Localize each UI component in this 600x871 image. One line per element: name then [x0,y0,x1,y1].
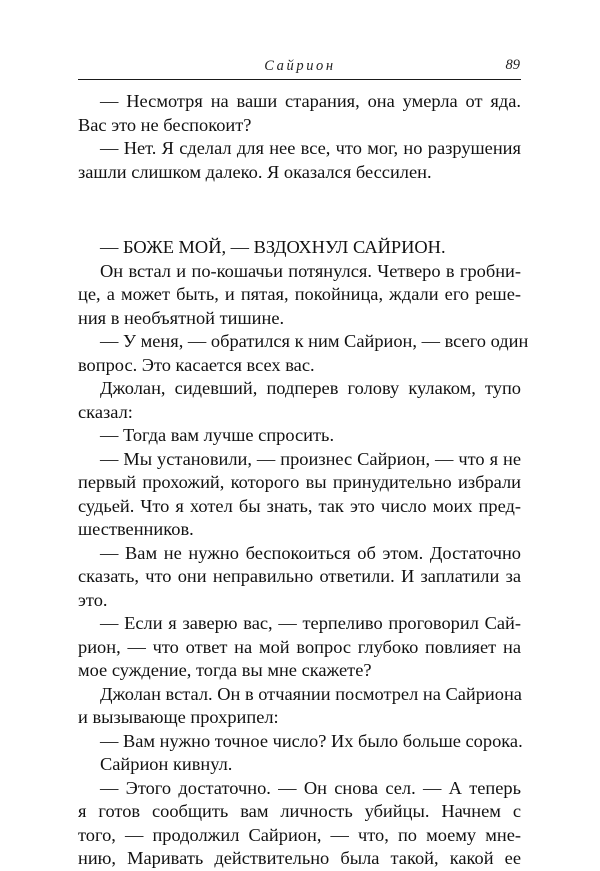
text-line: Джолан, сидевший, подперев голову кулаком, тупо [100,378,521,398]
text-line: — Вам нужно точное число? Их было больше сорока. [100,730,523,751]
text-line: сказал: [78,401,133,422]
text-line: и вызывающе прохрипел: [78,707,279,727]
text-line: — Этого достаточно. — Он снова сел. — А теперь [100,777,521,798]
text-line: — Нет. Я сделал для нее все, что мог, но разрушения [100,138,521,158]
text-line: це, а может быть, и пятая, покойница, ждали его реше- [78,284,521,304]
text-line: вопрос. Это касается всех вас. [78,354,315,375]
text-line: первый прохожий, которого вы принудительно избрали [78,472,521,492]
text-line: я готов сообщить вам личность убийцы. Начнем с [78,801,521,821]
section-1 [78,90,521,184]
text-line: — Если я заверю вас, — терпеливо проговорил Сай- [100,613,521,633]
text-line: мое суждение, тогда вы мне скажете? [78,660,372,680]
section-2 [78,236,529,871]
text-line: ния в необъятной тишине. [78,307,285,328]
text-line: Вас это не беспокоит? [78,114,252,135]
text-line: — У меня, — обратился к ним Сайрион, — всего один [100,331,529,351]
text-line: Джолан встал. Он в отчаянии посмотрел на Сайриона [100,683,522,704]
header-rule [78,79,521,80]
text-line: нию, Маривать действительно была такой, какой ее [78,848,521,868]
text-line: — Вам не нужно беспокоиться об этом. Достаточно [100,542,521,563]
running-title: Сайрион [264,58,336,74]
text-line: это. [78,589,108,610]
text-line: — Тогда вам лучше спросить. [100,425,335,445]
text-line: — Несмотря на ваши старания, она умерла от яда. [100,91,521,111]
section-heading-line: — БОЖЕ МОЙ, — ВЗДОХНУЛ САЙРИОН. [100,237,446,257]
text-line: Сайрион кивнул. [100,754,233,774]
page-number: 89 [505,57,520,73]
text-line: того, — продолжил Сайрион, — что, по моему мне- [78,824,521,845]
text-line: судьей. Что я хотел бы знать, так это число моих пред- [78,495,521,516]
text-line: рион, — что ответ на мой вопрос глубоко повлияет на [78,636,521,657]
text-line: шественников. [78,519,194,539]
text-line: зашли слишком далеко. Я оказался бессилен. [78,161,432,182]
text-line: Он встал и по-кошачьи потянулся. Четверо в гробни- [100,260,521,281]
text-line: — Мы установили, — произнес Сайрион, — что я не [100,448,521,469]
text-line: сказать, что они неправильно ответили. И заплатили за [78,566,521,586]
